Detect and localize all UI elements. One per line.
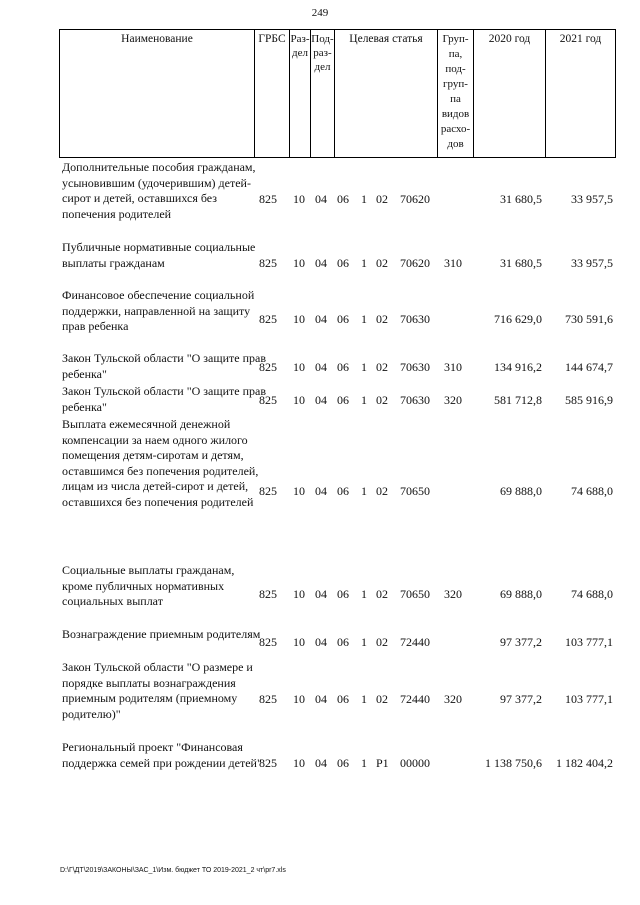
cell-main-activity: 02 (376, 692, 388, 706)
cell-main-activity: 02 (376, 360, 388, 374)
cell-2020: 31 680,5 (500, 192, 542, 206)
cell-grbs: 825 (259, 192, 277, 206)
cell-2020: 716 629,0 (494, 312, 542, 326)
cell-expense-group: 310 (444, 360, 462, 374)
cell-2021: 103 777,1 (565, 635, 613, 649)
header-name: Наименование (60, 30, 255, 157)
cell-main-activity: 02 (376, 256, 388, 270)
cell-program: 06 (337, 587, 349, 601)
cell-podrazdel: 04 (315, 692, 327, 706)
cell-2021: 103 777,1 (565, 692, 613, 706)
cell-grbs: 825 (259, 393, 277, 407)
cell-direction: 70630 (400, 312, 430, 326)
cell-2020: 69 888,0 (500, 587, 542, 601)
cell-grbs: 825 (259, 484, 277, 498)
cell-2021: 33 957,5 (571, 256, 613, 270)
cell-podrazdel: 04 (315, 360, 327, 374)
cell-name: Региональный проект "Финансовая поддержка семей при рождении детей" (62, 740, 262, 770)
cell-program: 06 (337, 393, 349, 407)
cell-program: 06 (337, 484, 349, 498)
cell-name: Дополнительные пособия гражданам, усыновившим (удочерившим) детей-сирот и детей, оставшихся без попечения родителей (62, 160, 256, 221)
cell-name: Финансовое обеспечение социальной поддержки, направленной на защиту прав ребенка (62, 288, 255, 333)
cell-2020: 1 138 750,6 (485, 756, 542, 770)
cell-direction: 70650 (400, 484, 430, 498)
cell-program: 06 (337, 256, 349, 270)
cell-2021: 33 957,5 (571, 192, 613, 206)
cell-direction: 00000 (400, 756, 430, 770)
cell-subprogram: 1 (361, 312, 367, 326)
cell-subprogram: 1 (361, 360, 367, 374)
cell-grbs: 825 (259, 312, 277, 326)
cell-podrazdel: 04 (315, 756, 327, 770)
cell-program: 06 (337, 192, 349, 206)
cell-2021: 144 674,7 (565, 360, 613, 374)
header-grbs: ГРБС (255, 30, 290, 157)
cell-2020: 97 377,2 (500, 635, 542, 649)
cell-grbs: 825 (259, 756, 277, 770)
cell-podrazdel: 04 (315, 635, 327, 649)
cell-name: Выплата ежемесячной денежной компенсации за наем одного жилого помещения детям-сиротам и детям, оставшимся без попечения родителей, лицам из числа детей-сирот и детей, оставшихся без попечения родителей (62, 417, 259, 509)
cell-direction: 70620 (400, 192, 430, 206)
cell-main-activity: 02 (376, 587, 388, 601)
cell-name: Закон Тульской области "О защите прав ребенка" (62, 384, 267, 414)
cell-razdel: 10 (293, 756, 305, 770)
cell-program: 06 (337, 756, 349, 770)
cell-grbs: 825 (259, 635, 277, 649)
cell-razdel: 10 (293, 312, 305, 326)
cell-program: 06 (337, 692, 349, 706)
cell-expense-group: 320 (444, 587, 462, 601)
cell-expense-group: 310 (444, 256, 462, 270)
cell-grbs: 825 (259, 692, 277, 706)
cell-main-activity: 02 (376, 484, 388, 498)
cell-2021: 74 688,0 (571, 587, 613, 601)
cell-main-activity: 02 (376, 393, 388, 407)
cell-main-activity: 02 (376, 192, 388, 206)
header-target: Целевая статья (335, 30, 438, 157)
cell-2021: 1 182 404,2 (556, 756, 613, 770)
cell-2021: 585 916,9 (565, 393, 613, 407)
cell-razdel: 10 (293, 484, 305, 498)
cell-podrazdel: 04 (315, 312, 327, 326)
cell-expense-group: 320 (444, 692, 462, 706)
cell-razdel: 10 (293, 393, 305, 407)
cell-grbs: 825 (259, 256, 277, 270)
header-2020: 2020 год (474, 30, 546, 157)
cell-2021: 74 688,0 (571, 484, 613, 498)
cell-subprogram: 1 (361, 192, 367, 206)
cell-podrazdel: 04 (315, 587, 327, 601)
file-path-footer: D:\Г\ДТ\2019\ЗАКОНЫ\ЗАС_1\Изм. бюджет ТО 2019-2021_2 чт\pr7.xls (60, 867, 286, 874)
cell-grbs: 825 (259, 360, 277, 374)
cell-direction: 70630 (400, 393, 430, 407)
cell-direction: 70620 (400, 256, 430, 270)
cell-2020: 31 680,5 (500, 256, 542, 270)
cell-podrazdel: 04 (315, 256, 327, 270)
cell-direction: 70630 (400, 360, 430, 374)
cell-podrazdel: 04 (315, 192, 327, 206)
cell-grbs: 825 (259, 587, 277, 601)
cell-main-activity: 02 (376, 635, 388, 649)
cell-razdel: 10 (293, 692, 305, 706)
cell-podrazdel: 04 (315, 393, 327, 407)
cell-razdel: 10 (293, 256, 305, 270)
cell-name: Социальные выплаты гражданам, кроме публичных нормативных социальных выплат (62, 563, 235, 608)
cell-razdel: 10 (293, 635, 305, 649)
cell-direction: 70650 (400, 587, 430, 601)
cell-subprogram: 1 (361, 256, 367, 270)
cell-program: 06 (337, 360, 349, 374)
cell-subprogram: 1 (361, 587, 367, 601)
cell-expense-group: 320 (444, 393, 462, 407)
header-razdel: Раз- дел (290, 30, 311, 157)
cell-subprogram: 1 (361, 393, 367, 407)
cell-razdel: 10 (293, 192, 305, 206)
cell-name: Закон Тульской области "О размере и порядке выплаты вознаграждения приемным родителям (приемному родителю)" (62, 660, 253, 721)
cell-main-activity: 02 (376, 312, 388, 326)
cell-podrazdel: 04 (315, 484, 327, 498)
cell-main-activity: P1 (376, 756, 389, 770)
cell-2020: 69 888,0 (500, 484, 542, 498)
cell-razdel: 10 (293, 360, 305, 374)
cell-2021: 730 591,6 (565, 312, 613, 326)
cell-subprogram: 1 (361, 692, 367, 706)
page-number: 249 (311, 7, 329, 19)
cell-direction: 72440 (400, 635, 430, 649)
cell-subprogram: 1 (361, 756, 367, 770)
cell-program: 06 (337, 635, 349, 649)
cell-2020: 134 916,2 (494, 360, 542, 374)
cell-2020: 581 712,8 (494, 393, 542, 407)
cell-razdel: 10 (293, 587, 305, 601)
cell-name: Закон Тульской области "О защите прав ребенка" (62, 351, 267, 381)
cell-subprogram: 1 (361, 484, 367, 498)
cell-program: 06 (337, 312, 349, 326)
cell-subprogram: 1 (361, 635, 367, 649)
header-2021: 2021 год (546, 30, 616, 157)
cell-name: Вознаграждение приемным родителям (62, 627, 261, 641)
cell-2020: 97 377,2 (500, 692, 542, 706)
cell-name: Публичные нормативные социальные выплаты гражданам (62, 240, 256, 270)
cell-direction: 72440 (400, 692, 430, 706)
header-podrazdel: Под- раз- дел (311, 30, 335, 157)
header-group: Груп- па, под- груп- па видов расхо- дов (438, 30, 474, 157)
